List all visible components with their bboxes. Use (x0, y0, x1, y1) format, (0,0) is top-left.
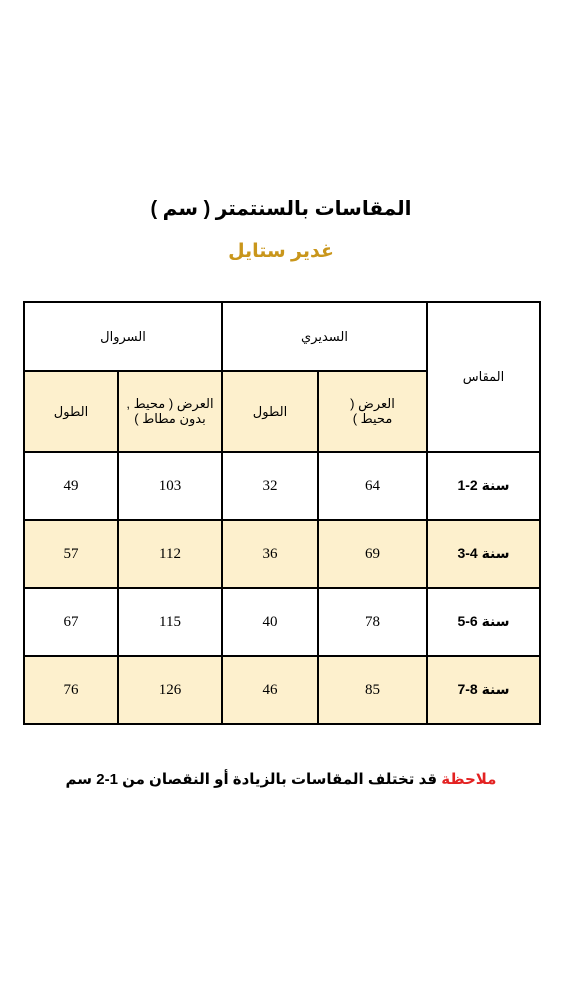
page-title: المقاسات بالسنتمتر ( سم ) (150, 198, 412, 220)
header-trouser-length (24, 371, 118, 452)
cell-trouser-length: 67 (24, 588, 118, 656)
cell-top-length: 32 (222, 452, 318, 520)
cell-size-label: 3-4 سنة (457, 545, 510, 561)
header-trouser-width (118, 371, 222, 452)
cell-trouser-width: 126 (118, 656, 222, 724)
header-trousers (24, 302, 222, 371)
cell-top-width: 78 (318, 588, 427, 656)
table-row (24, 452, 540, 520)
cell-size (427, 656, 540, 724)
note-label: ملاحظة (441, 771, 497, 788)
header-top-width-label: العرض ( محيط ) (350, 395, 395, 426)
cell-size-label: 1-2 سنة (457, 477, 510, 493)
header-top-length (222, 371, 318, 452)
cell-trouser-length: 57 (24, 520, 118, 588)
cell-size (427, 520, 540, 588)
cell-size (427, 452, 540, 520)
cell-size-label: 5-6 سنة (457, 613, 510, 629)
header-top (222, 302, 427, 371)
table-header-group-row (24, 302, 540, 371)
cell-trouser-length: 49 (24, 452, 118, 520)
cell-size-label: 7-8 سنة (457, 681, 510, 697)
header-trouser-width-label: العرض ( محيط , بدون مطاط ) (126, 395, 214, 426)
cell-trouser-width: 103 (118, 452, 222, 520)
cell-trouser-length: 76 (24, 656, 118, 724)
cell-size (427, 588, 540, 656)
cell-trouser-width: 115 (118, 588, 222, 656)
header-size (427, 302, 540, 452)
table-row (24, 656, 540, 724)
note-text: قد تختلف المقاسات بالزيادة أو النقصان من 1-2 سم (65, 771, 438, 788)
cell-top-length: 46 (222, 656, 318, 724)
header-trouser-length-label: الطول (53, 403, 89, 419)
size-note (0, 770, 562, 788)
size-chart-table (23, 301, 541, 725)
cell-top-width: 64 (318, 452, 427, 520)
header-top-width (318, 371, 427, 452)
brand-name: غدير ستايل (228, 241, 334, 262)
cell-top-length: 36 (222, 520, 318, 588)
cell-top-width: 69 (318, 520, 427, 588)
header-top-label: السديري (301, 328, 348, 344)
cell-trouser-width: 112 (118, 520, 222, 588)
header-trousers-label: السروال (100, 328, 146, 344)
table-row (24, 520, 540, 588)
header-size-label: المقاس (462, 369, 505, 384)
header-top-length-label: الطول (252, 403, 288, 419)
table-row (24, 588, 540, 656)
cell-top-length: 40 (222, 588, 318, 656)
cell-top-width: 85 (318, 656, 427, 724)
